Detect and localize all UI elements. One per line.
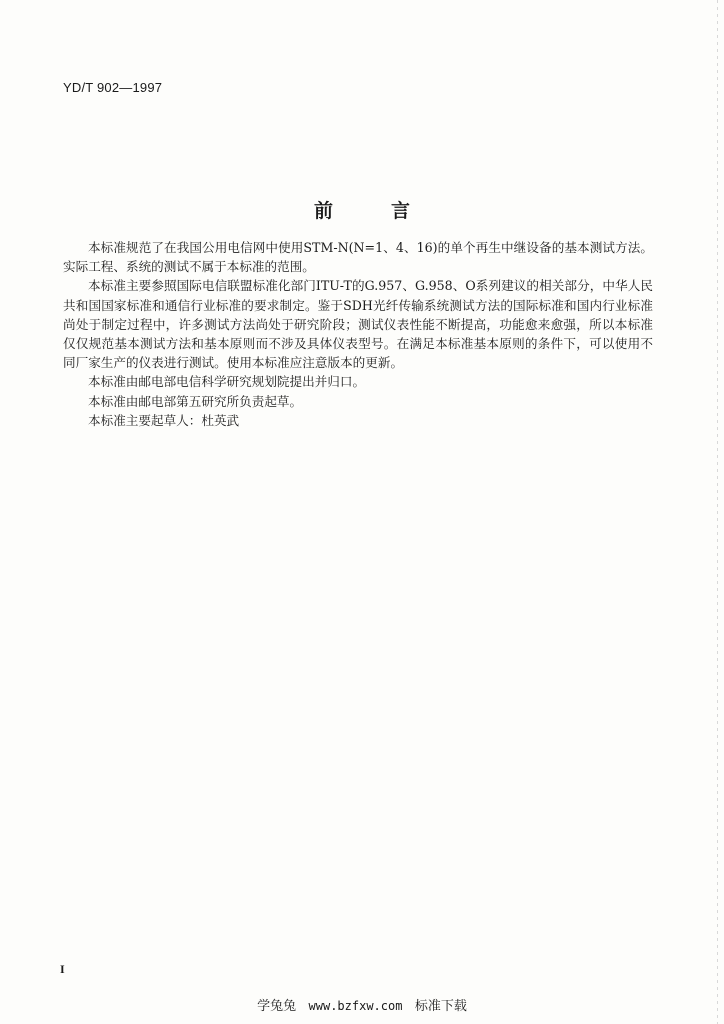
paragraph-drafters: 本标准主要起草人：杜英武 xyxy=(88,412,240,428)
paragraph-proposer: 本标准由邮电部电信科学研究规划院提出并归口。 xyxy=(88,374,366,390)
standard-number: YD/T 902—1997 xyxy=(63,80,163,95)
foreword-body xyxy=(63,238,653,430)
page-title xyxy=(0,196,724,223)
title-char-1: 前 xyxy=(313,200,333,222)
footer-slogan: 标准下载 xyxy=(414,999,467,1014)
page-number: I xyxy=(60,962,65,976)
paragraph-drafter-org: 本标准由邮电部第五研究所负责起草。 xyxy=(88,393,303,409)
footer-site-name: 学兔兔 xyxy=(257,999,297,1014)
footer-url[interactable]: www.bzfxw.com xyxy=(308,999,403,1013)
paragraph-references: 本标准主要参照国际电信联盟标准化部门ITU-T的G.957、G.958、O系列建议的相关部分，中华人民共和国国家标准和通信行业标准的要求制定。鉴于SDH光纤传输系统测试方法的国际标准和国内行业标准尚处于制定过程中，许多测试方法尚处于研究阶段；测试仪表性能不断提高，功能愈来愈强，所以本标准仅仅规范基本测试方法和基本原则而不涉及具体仪表型号。在满足本标准基本原则的条件下，可以使用不同厂家生产的仪表进行测试。使用本标准应注意版本的更新。 xyxy=(63,278,653,371)
page-edge-scan-line xyxy=(717,0,718,1024)
paragraph-scope: 本标准规范了在我国公用电信网中使用STM-N(N=1、4、16)的单个再生中继设备的基本测试方法。实际工程、系统的测试不属于本标准的范围。 xyxy=(63,240,653,275)
title-char-2: 言 xyxy=(391,200,411,222)
footer-watermark xyxy=(0,995,724,1014)
